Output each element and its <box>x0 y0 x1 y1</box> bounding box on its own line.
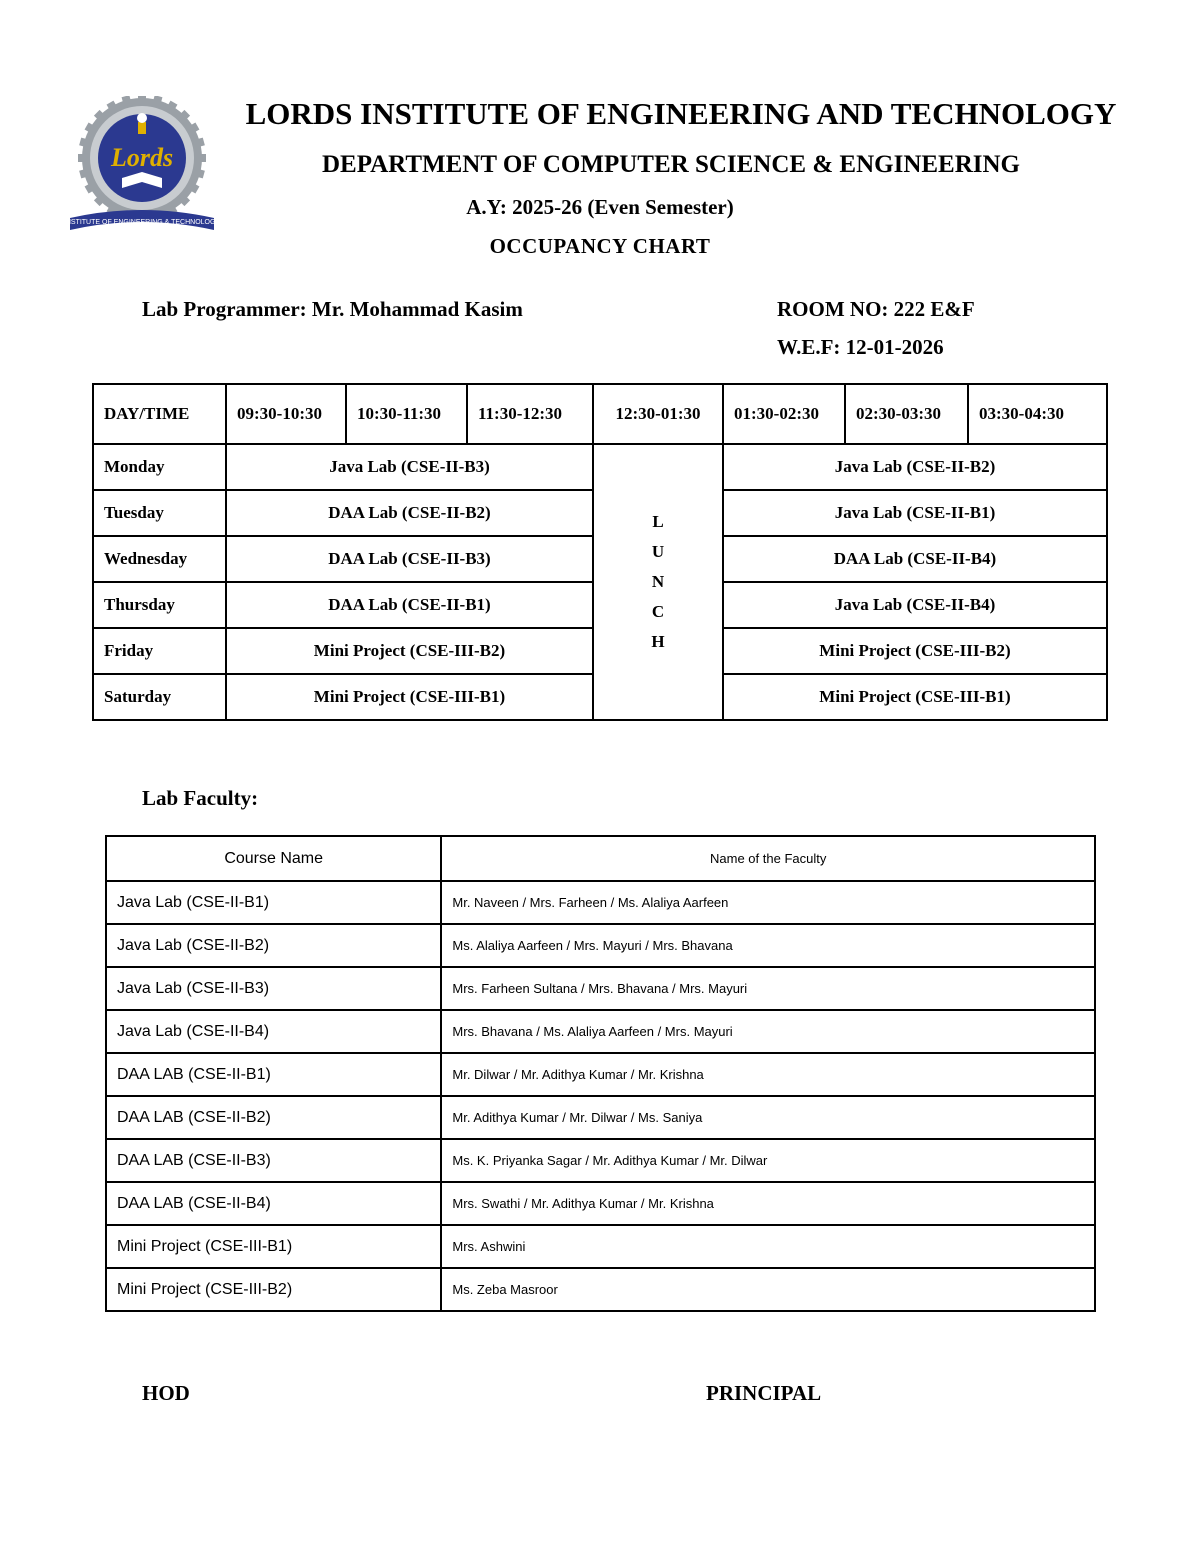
timetable-header-row <box>93 384 1107 444</box>
course-cell: Mini Project (CSE-III-B1) <box>106 1225 441 1268</box>
course-cell: Java Lab (CSE-II-B1) <box>106 881 441 924</box>
faculty-names-cell: Ms. Zeba Masroor <box>441 1268 1095 1311</box>
department-name: DEPARTMENT OF COMPUTER SCIENCE & ENGINEERING <box>321 151 1021 178</box>
header-cell: 03:30-04:30 <box>968 384 1107 444</box>
day-cell: Tuesday <box>93 490 226 536</box>
wef-date: W.E.F: 12-01-2026 <box>777 335 944 359</box>
faculty-names-cell: Mr. Dilwar / Mr. Adithya Kumar / Mr. Krishna <box>441 1053 1095 1096</box>
faculty-row <box>106 1225 1095 1268</box>
lunch-letter: H <box>651 632 665 651</box>
faculty-row <box>106 881 1095 924</box>
faculty-header-row <box>106 836 1095 881</box>
session-cell: Java Lab (CSE-II-B4) <box>723 582 1107 628</box>
session-cell: Java Lab (CSE-II-B2) <box>723 444 1107 490</box>
header-cell: 12:30-01:30 <box>593 384 723 444</box>
institute-logo <box>64 96 220 238</box>
faculty-table <box>105 835 1096 1312</box>
header-cell: Name of the Faculty <box>441 836 1095 881</box>
session-cell: DAA Lab (CSE-II-B2) <box>226 490 593 536</box>
header-cell: Course Name <box>106 836 441 881</box>
lab-programmer: Lab Programmer: Mr. Mohammad Kasim <box>142 297 523 321</box>
lunch-letter: C <box>651 602 665 621</box>
hod-signature-label: HOD <box>142 1381 190 1405</box>
faculty-names-cell: Mrs. Ashwini <box>441 1225 1095 1268</box>
day-cell: Friday <box>93 628 226 674</box>
academic-year: A.Y: 2025-26 (Even Semester) <box>466 195 734 219</box>
occupancy-timetable <box>92 383 1108 721</box>
course-cell: DAA LAB (CSE-II-B3) <box>106 1139 441 1182</box>
faculty-row <box>106 1010 1095 1053</box>
header-cell: 01:30-02:30 <box>723 384 845 444</box>
session-cell: Mini Project (CSE-III-B1) <box>226 674 593 720</box>
session-cell: Mini Project (CSE-III-B2) <box>226 628 593 674</box>
faculty-names-cell: Mr. Adithya Kumar / Mr. Dilwar / Ms. Saniya <box>441 1096 1095 1139</box>
course-cell: Mini Project (CSE-III-B2) <box>106 1268 441 1311</box>
principal-signature-label: PRINCIPAL <box>706 1381 822 1405</box>
lunch-letter: N <box>651 572 665 591</box>
header-cell: DAY/TIME <box>93 384 226 444</box>
course-cell: Java Lab (CSE-II-B2) <box>106 924 441 967</box>
header-cell: 02:30-03:30 <box>845 384 968 444</box>
room-number: ROOM NO: 222 E&F <box>777 297 975 321</box>
header-cell: 09:30-10:30 <box>226 384 346 444</box>
lab-faculty-label: Lab Faculty: <box>142 786 259 810</box>
session-cell: Mini Project (CSE-III-B1) <box>723 674 1107 720</box>
faculty-names-cell: Mrs. Bhavana / Ms. Alaliya Aarfeen / Mrs. Mayuri <box>441 1010 1095 1053</box>
session-cell: Mini Project (CSE-III-B2) <box>723 628 1107 674</box>
institute-name: LORDS INSTITUTE OF ENGINEERING AND TECHNOLOGY <box>245 96 1117 131</box>
timetable-row <box>93 444 1107 490</box>
header-cell: 11:30-12:30 <box>467 384 593 444</box>
day-cell: Thursday <box>93 582 226 628</box>
lunch-letter: U <box>651 542 665 561</box>
faculty-names-cell: Mrs. Farheen Sultana / Mrs. Bhavana / Mrs. Mayuri <box>441 967 1095 1010</box>
faculty-names-cell: Ms. K. Priyanka Sagar / Mr. Adithya Kumar / Mr. Dilwar <box>441 1139 1095 1182</box>
course-cell: DAA LAB (CSE-II-B2) <box>106 1096 441 1139</box>
course-cell: DAA LAB (CSE-II-B1) <box>106 1053 441 1096</box>
faculty-row <box>106 1053 1095 1096</box>
day-cell: Monday <box>93 444 226 490</box>
logo-ribbon <box>64 210 220 230</box>
header-cell: 10:30-11:30 <box>346 384 467 444</box>
lunch-cell <box>593 444 723 720</box>
faculty-names-cell: Mr. Naveen / Mrs. Farheen / Ms. Alaliya Aarfeen <box>441 881 1095 924</box>
logo-ring-text: INSTITUTE OF ENGINEERING & TECHNOLOGY <box>64 219 220 226</box>
faculty-names-cell: Mrs. Swathi / Mr. Adithya Kumar / Mr. Krishna <box>441 1182 1095 1225</box>
faculty-row <box>106 1268 1095 1311</box>
course-cell: Java Lab (CSE-II-B3) <box>106 967 441 1010</box>
day-cell: Wednesday <box>93 536 226 582</box>
day-cell: Saturday <box>93 674 226 720</box>
chart-title: OCCUPANCY CHART <box>489 234 711 258</box>
faculty-row <box>106 924 1095 967</box>
lunch-letter: L <box>652 512 664 531</box>
session-cell: DAA Lab (CSE-II-B3) <box>226 536 593 582</box>
session-cell: Java Lab (CSE-II-B3) <box>226 444 593 490</box>
session-cell: DAA Lab (CSE-II-B4) <box>723 536 1107 582</box>
logo-text: Lords <box>110 143 174 172</box>
faculty-row <box>106 967 1095 1010</box>
faculty-row <box>106 1139 1095 1182</box>
faculty-row <box>106 1096 1095 1139</box>
faculty-row <box>106 1182 1095 1225</box>
session-cell: Java Lab (CSE-II-B1) <box>723 490 1107 536</box>
course-cell: Java Lab (CSE-II-B4) <box>106 1010 441 1053</box>
course-cell: DAA LAB (CSE-II-B4) <box>106 1182 441 1225</box>
session-cell: DAA Lab (CSE-II-B1) <box>226 582 593 628</box>
faculty-names-cell: Ms. Alaliya Aarfeen / Mrs. Mayuri / Mrs. Bhavana <box>441 924 1095 967</box>
lamp-icon <box>137 113 147 134</box>
